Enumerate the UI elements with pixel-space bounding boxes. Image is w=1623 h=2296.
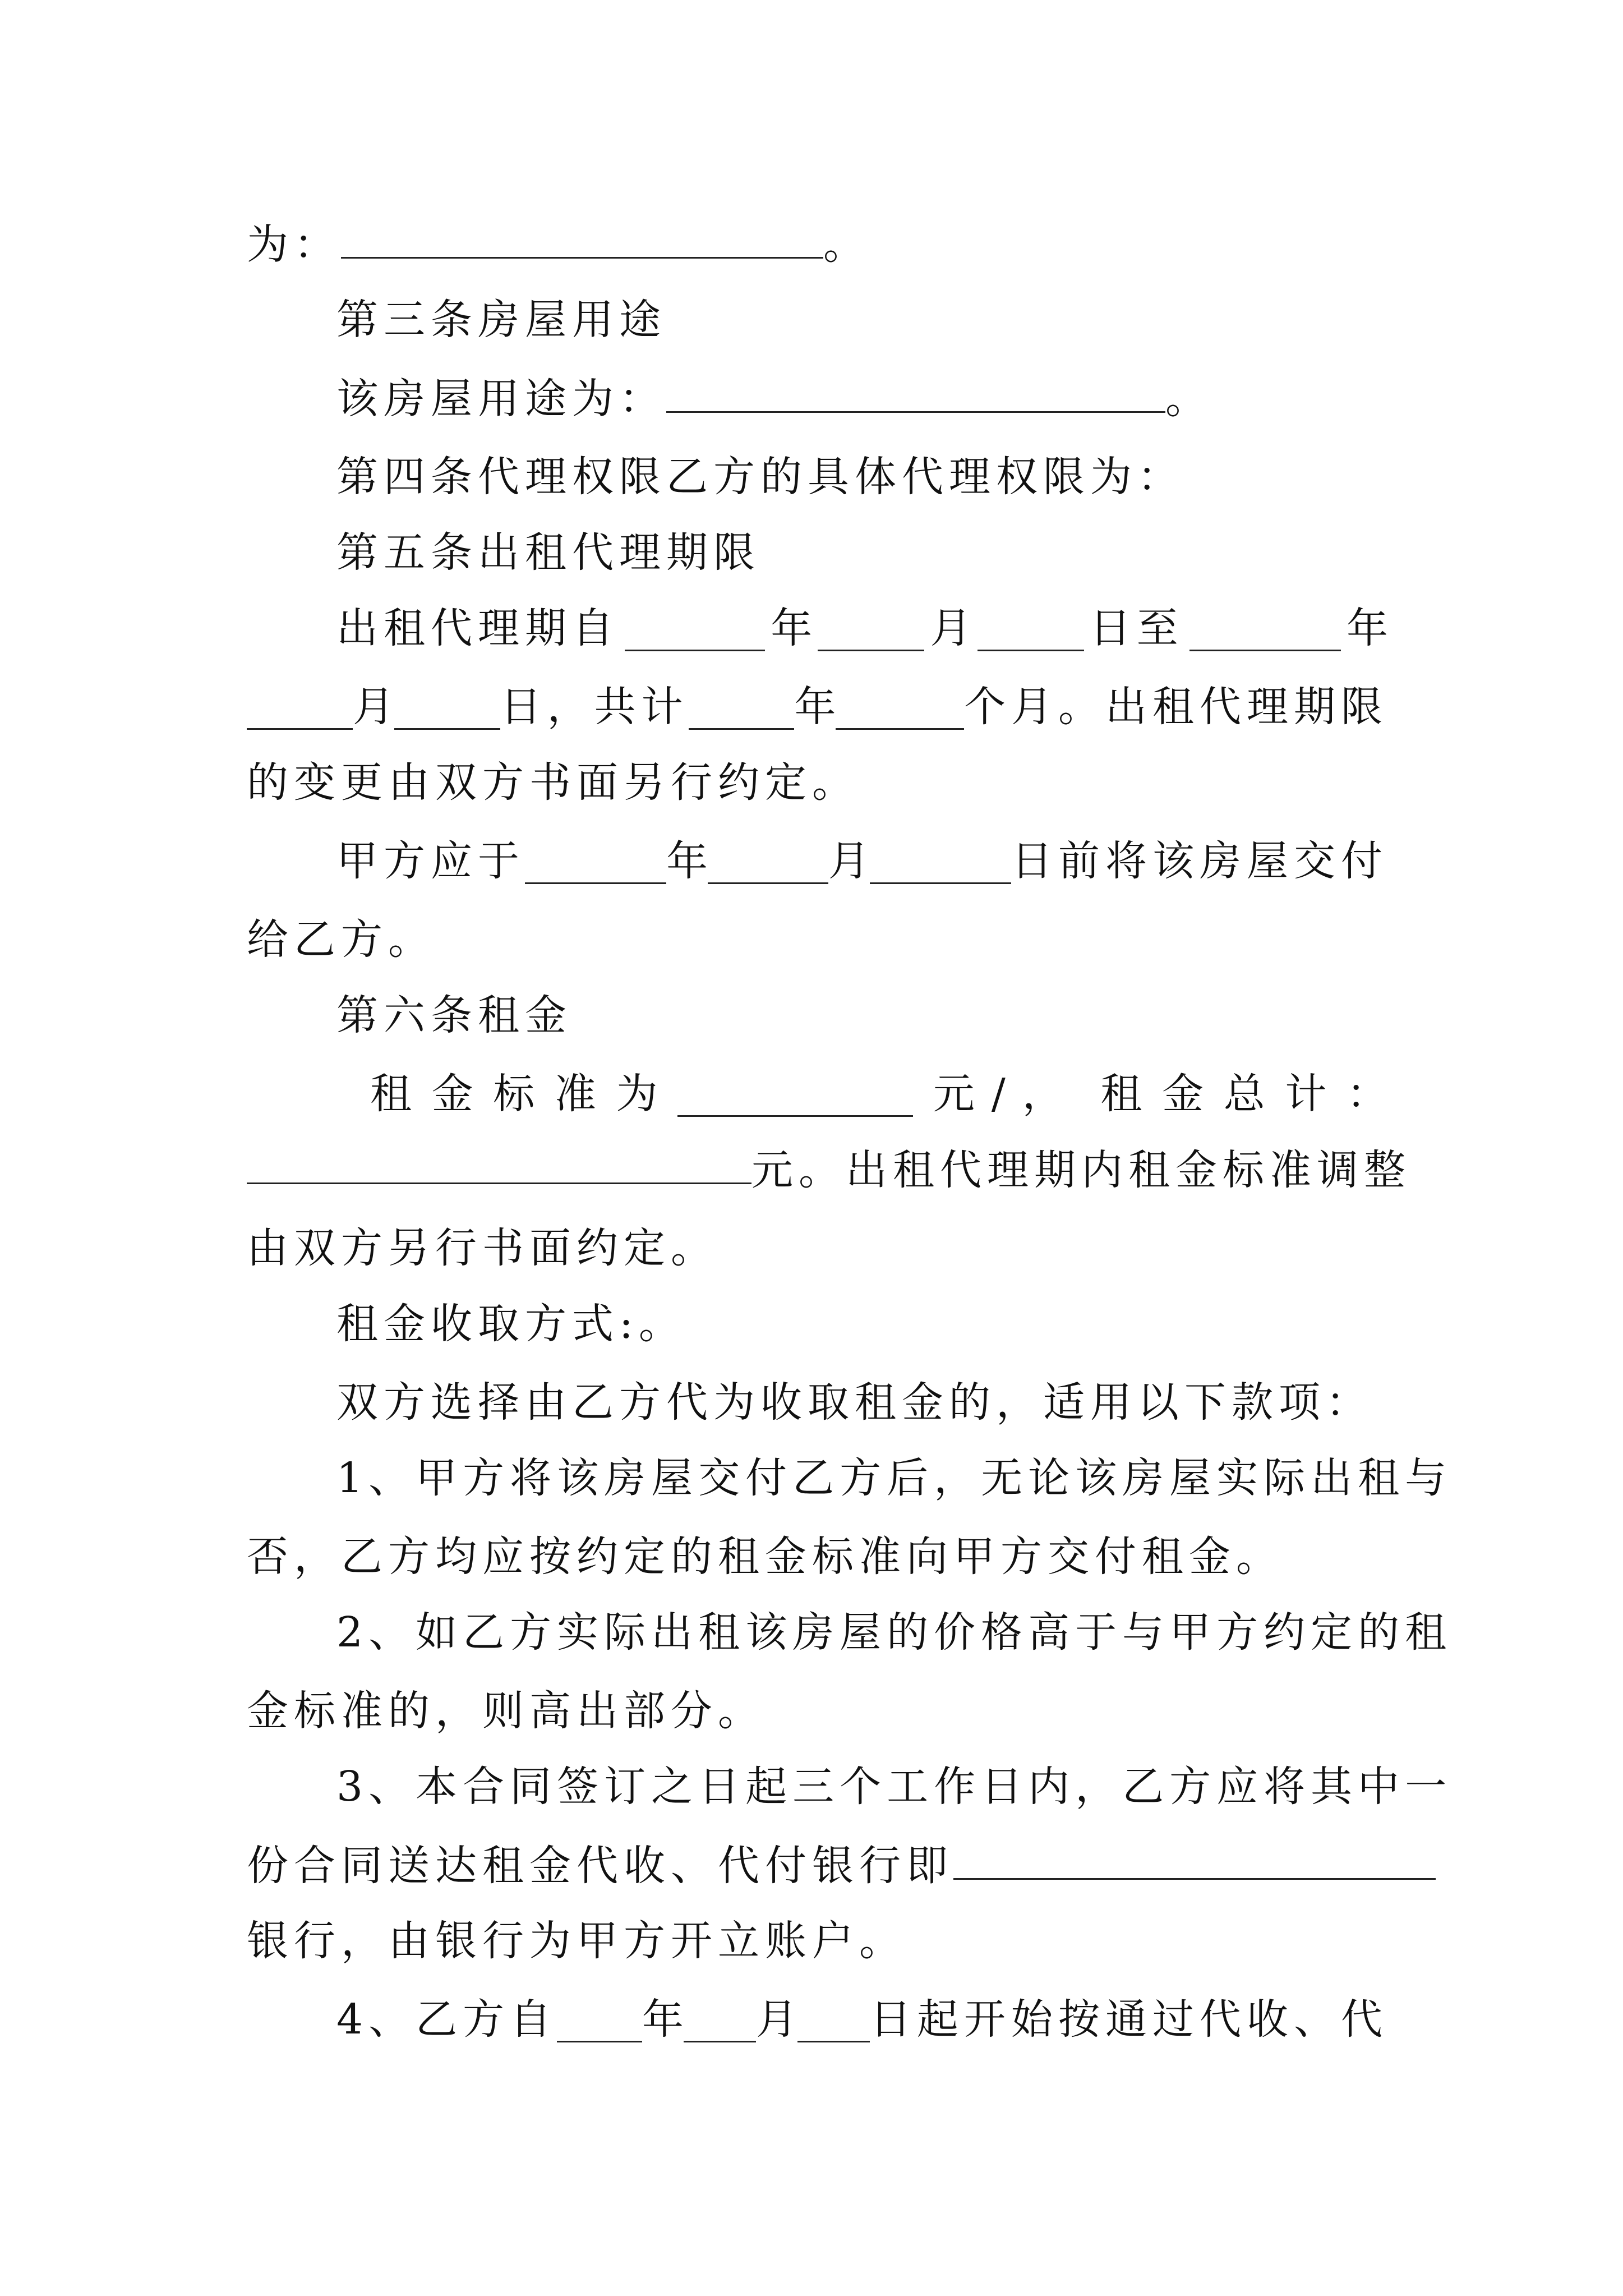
- fill-blank[interactable]: [953, 1834, 1436, 1880]
- fill-blank[interactable]: [525, 839, 666, 884]
- fill-blank[interactable]: [247, 684, 353, 730]
- line-23: 银行，由银行为甲方开立账户。: [247, 1917, 906, 1965]
- text-segment: 。: [1165, 375, 1212, 423]
- text-segment: 月: [755, 1995, 797, 2044]
- article-4-heading: 第四条代理权限乙方的具体代理权限为：: [336, 453, 1184, 501]
- text-segment: 元。出租代理期内租金标准调整: [751, 1146, 1411, 1194]
- line-3: [336, 367, 1388, 429]
- line-17: 1、甲方将该房屋交付乙方后，无论该房屋实际出租与: [336, 1454, 1453, 1502]
- text-segment: 年: [642, 1995, 684, 2044]
- text-segment: 日，共计: [500, 683, 689, 731]
- text-segment: 年: [1347, 604, 1388, 652]
- line-21: 3、本合同签订之日起三个工作日内，乙方应将其中一: [336, 1763, 1453, 1811]
- line-22: [247, 1834, 1388, 1896]
- line-7: [247, 676, 1388, 738]
- line-19: 2、如乙方实际出租该房屋的价格高于与甲方约定的租: [336, 1608, 1453, 1657]
- text-segment: 日前将该房屋交付: [1011, 837, 1388, 885]
- line-12: [370, 1063, 1388, 1125]
- spaced-char: 租: [1100, 1070, 1142, 1118]
- fill-blank[interactable]: [689, 684, 795, 730]
- spaced-char: 为: [616, 1070, 658, 1118]
- fill-blank[interactable]: [677, 1071, 913, 1117]
- text-segment: 月: [930, 604, 972, 652]
- spaced-char: 租: [370, 1070, 412, 1118]
- line-8: 的变更由双方书面另行约定。: [247, 758, 859, 807]
- fill-blank[interactable]: [247, 1139, 751, 1184]
- text-segment: 月: [828, 837, 870, 885]
- text-segment: 日至: [1089, 604, 1184, 652]
- spaced-char: ：: [1346, 1070, 1388, 1118]
- text-segment: 年: [666, 837, 708, 885]
- text-segment: 年: [794, 683, 836, 731]
- fill-blank[interactable]: [870, 839, 1011, 884]
- text-segment: 。: [823, 220, 870, 269]
- text-segment: 4、乙方自: [336, 1995, 557, 2044]
- fill-blank[interactable]: [978, 606, 1084, 651]
- text-segment: 个月。出租代理期限: [964, 683, 1388, 731]
- article-6-heading: 第六条租金: [336, 991, 572, 1039]
- spaced-char: 金: [1162, 1070, 1204, 1118]
- fill-blank[interactable]: [797, 1997, 870, 2042]
- line-18: 否，乙方均应按约定的租金标准向甲方交付租金。: [247, 1533, 1283, 1581]
- line-24: [336, 1989, 1388, 2050]
- text-segment: 月: [352, 683, 394, 731]
- fill-blank[interactable]: [625, 606, 765, 651]
- fill-blank[interactable]: [684, 1997, 756, 2042]
- text-segment: 年: [771, 604, 813, 652]
- fill-blank[interactable]: [557, 1997, 642, 2042]
- fill-blank[interactable]: [836, 684, 964, 730]
- spaced-char: 准: [554, 1070, 596, 1118]
- spaced-char: 计: [1285, 1070, 1327, 1118]
- line-1: [247, 213, 1388, 275]
- text-segment: 该房屋用途为：: [336, 375, 666, 423]
- spaced-char: 总: [1223, 1070, 1265, 1118]
- fill-blank[interactable]: [341, 213, 823, 259]
- text-segment: 日起开始按通过代收、代: [870, 1995, 1388, 2044]
- text-segment: 元/，: [933, 1070, 1081, 1118]
- article-3-heading: 第三条房屋用途: [336, 296, 666, 344]
- line-13: [247, 1139, 1411, 1200]
- fill-blank[interactable]: [708, 839, 828, 884]
- text-segment: 份合同送达租金代收、代付银行即: [247, 1842, 953, 1890]
- fill-blank[interactable]: [1189, 606, 1341, 651]
- line-16: 双方选择由乙方代为收取租金的，适用以下款项：: [336, 1378, 1373, 1427]
- line-9: [336, 830, 1388, 892]
- line-6: [336, 597, 1388, 659]
- text-segment: 出租代理期自: [336, 604, 619, 652]
- text-segment: 甲方应于: [336, 837, 525, 885]
- fill-blank[interactable]: [818, 606, 924, 651]
- line-20: 金标准的，则高出部分。: [247, 1687, 765, 1735]
- line-15: 租金收取方式:。: [336, 1300, 686, 1348]
- fill-blank[interactable]: [666, 367, 1165, 413]
- text-segment: 为：: [247, 220, 341, 269]
- line-14: 由双方另行书面约定。: [247, 1224, 718, 1272]
- line-10: 给乙方。: [247, 915, 435, 964]
- spaced-char: 标: [493, 1070, 535, 1118]
- spaced-char: 金: [431, 1070, 473, 1118]
- article-5-heading: 第五条出租代理期限: [336, 528, 760, 577]
- fill-blank[interactable]: [394, 684, 500, 730]
